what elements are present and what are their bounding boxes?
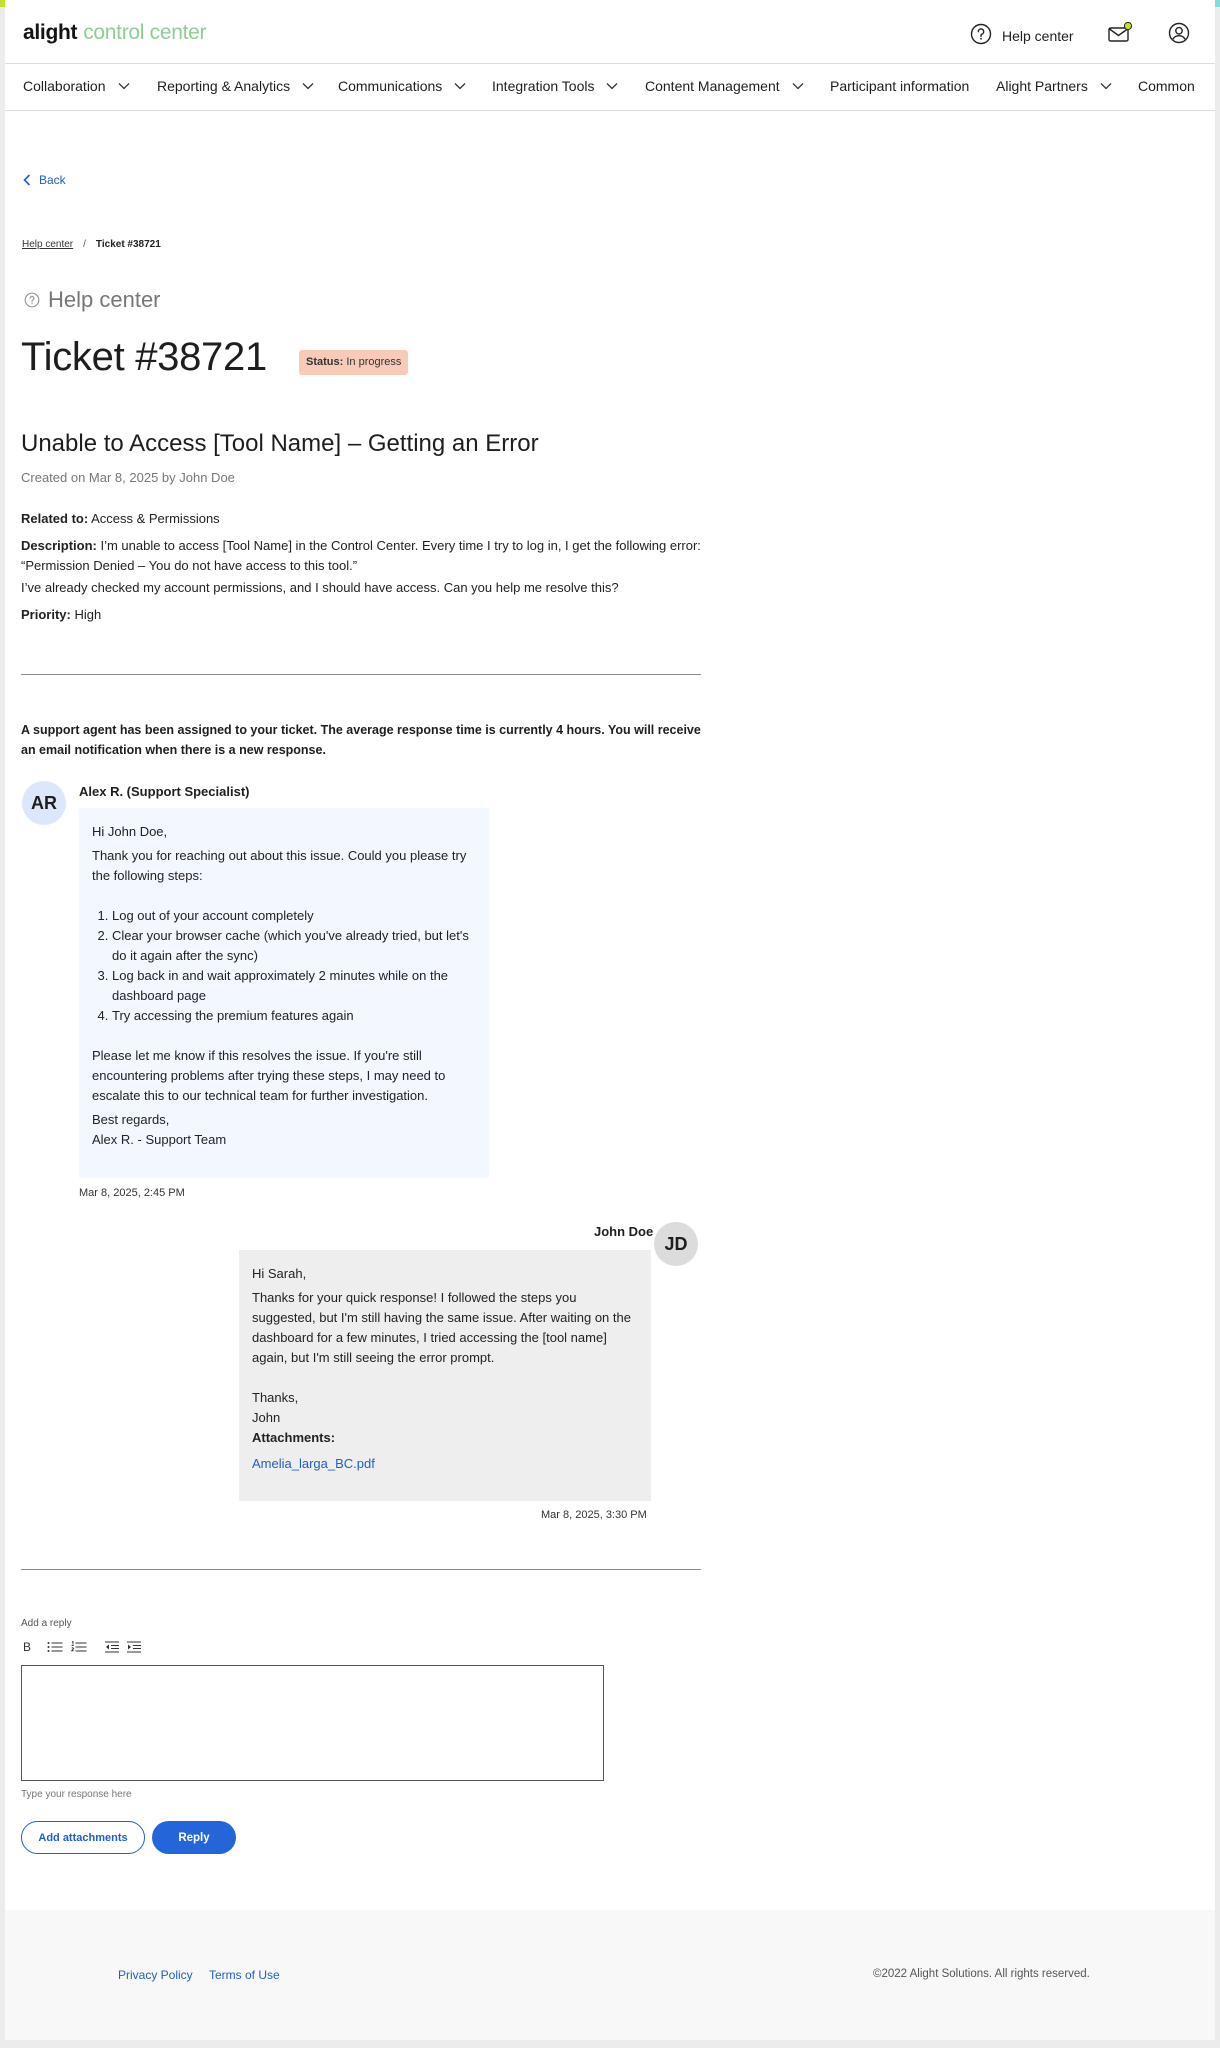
nav-label: Integration Tools [492,78,595,94]
agent-name: Alex R. (Support Specialist) [79,784,250,799]
bold-button[interactable]: B [22,1640,31,1654]
status-badge [299,350,408,375]
chevron-left-icon [23,174,31,186]
status-key: Status: [306,356,344,368]
indent-icon[interactable] [127,1638,141,1656]
description-row [21,536,701,576]
agent-message [79,808,489,1178]
message-signature: Alex R. - Support Team [92,1132,227,1147]
attachments-label: Attachments: [252,1430,336,1445]
message-regards: Best regards, [92,1112,170,1127]
privacy-policy-link[interactable]: Privacy Policy [118,1968,193,1982]
logo-secondary: control center [83,21,207,44]
editor-toolbar [21,1638,141,1656]
bulleted-list-icon[interactable] [47,1638,63,1656]
user-message [239,1250,651,1501]
header-help-center-link[interactable] [970,23,1074,48]
priority-key: Priority: [21,607,71,622]
breadcrumb-separator: / [83,239,86,250]
message-intro: Thank you for reaching out about this issue. Could you please try the following steps: [92,848,467,883]
breadcrumb [22,239,161,250]
message-signature: John [252,1410,281,1425]
app-logo[interactable] [23,21,206,45]
avatar: AR [22,781,66,825]
outdent-icon[interactable] [105,1638,119,1656]
breadcrumb-help-center[interactable]: Help center [22,239,74,250]
nav-label: Communications [338,78,443,94]
list-item: 2. Clear your browser cache (which you've already tried, but let's do it again after the sync) [112,926,476,966]
nav-label: Participant information [830,78,970,94]
chevron-down-icon [454,82,466,90]
nav-item-integration-tools[interactable] [492,78,618,94]
priority-row [21,605,701,625]
copyright: ©2022 Alight Solutions. All rights reserved. [873,1968,1090,1980]
breadcrumb-current: Ticket #38721 [95,239,161,250]
add-attachments-button[interactable]: Add attachments [21,1821,145,1854]
chevron-down-icon [118,82,130,90]
chevron-down-icon [792,82,804,90]
user-account-icon[interactable] [1168,22,1190,49]
nav-label: Alight Partners [996,78,1088,94]
help-circle-icon [970,23,992,48]
message-greeting: Hi Sarah, [252,1266,307,1281]
mail-icon[interactable] [1108,22,1134,49]
main-nav [5,63,1215,111]
message-thanks: Thanks, [252,1390,299,1405]
chevron-down-icon [1100,82,1112,90]
message-closing: Please let me know if this resolves the issue. If you're still encountering problems after trying these steps, I may need to escalate this to our technical team for further investigation. [92,1048,446,1103]
app-header [5,7,1215,63]
reply-textarea[interactable] [21,1665,604,1781]
terms-of-use-link[interactable]: Terms of Use [209,1968,280,1982]
list-item: 3. Log back in and wait approximately 2 minutes while on the dashboard page [112,966,476,1006]
user-name: John Doe [594,1224,654,1239]
logo-primary: alight [23,21,78,44]
divider [21,1569,701,1570]
back-label: Back [39,173,66,187]
help-circle-icon [24,292,40,308]
chevron-down-icon [606,82,618,90]
nav-item-communications[interactable] [338,78,466,94]
chevron-down-icon [302,82,314,90]
header-help-label: Help center [1002,27,1074,44]
nav-item-collaboration[interactable] [23,78,130,94]
reply-helper-text: Type your response here [21,1789,132,1800]
nav-label: Reporting & Analytics [157,78,291,94]
related-value: Access & Permissions [91,511,220,526]
list-item: 4. Try accessing the premium features again [112,1006,476,1026]
page [5,0,1215,2040]
steps-list [112,906,476,1026]
ticket-details [21,509,701,632]
reply-label: Add a reply [21,1618,72,1629]
description-key: Description: [21,538,97,553]
issue-title: Unable to Access [Tool Name] – Getting an Error [21,430,539,457]
nav-item-alight-partners[interactable] [996,78,1112,94]
related-row [21,509,701,529]
message-body: Thanks for your quick response! I followed the steps you suggested, but I'm still having the same issue. After waiting on the dashboard for a few minutes, I tried accessing the [tool name] again, but I'm still seeing the error prompt. [252,1290,631,1365]
section-label-text: Help center [48,287,161,312]
section-label [24,287,161,313]
reply-button[interactable]: Reply [152,1821,236,1854]
assignment-notice: A support agent has been assigned to your ticket. The average response time is currently 4 hours. You will receive an email notification when there is a new response. [21,723,701,757]
back-link[interactable] [23,173,66,187]
nav-label: Collaboration [23,78,106,94]
divider [21,674,701,675]
footer [5,1910,1215,2040]
description-extra: I’ve already checked my account permissions, and I should have access. Can you help me resolve this? [21,580,619,595]
page-title: Ticket #38721 [21,335,267,379]
created-info: Created on Mar 8, 2025 by John Doe [21,470,235,485]
list-item: 1. Log out of your account completely [112,906,476,926]
nav-item-reporting-analytics[interactable] [157,78,314,94]
nav-item-content-management[interactable] [645,78,804,94]
priority-value: High [74,607,102,622]
description-value: I’m unable to access [Tool Name] in the Control Center. Every time I try to log in, I get the following error: “Permission Denied – You do not have access to this tool.” [21,538,701,573]
avatar: JD [654,1222,698,1266]
message-greeting: Hi John Doe, [92,824,168,839]
status-value: In progress [346,356,402,368]
related-key: Related to: [21,511,89,526]
message-timestamp: Mar 8, 2025, 3:30 PM [541,1509,647,1521]
nav-label: Common [1138,78,1195,94]
nav-item-common[interactable] [1138,78,1195,94]
numbered-list-icon[interactable] [71,1638,87,1656]
nav-label: Content Management [645,78,780,94]
message-timestamp: Mar 8, 2025, 2:45 PM [79,1187,185,1199]
attachment-link[interactable]: Amelia_larga_BC.pdf [252,1456,375,1471]
nav-item-participant-information[interactable] [830,78,969,94]
